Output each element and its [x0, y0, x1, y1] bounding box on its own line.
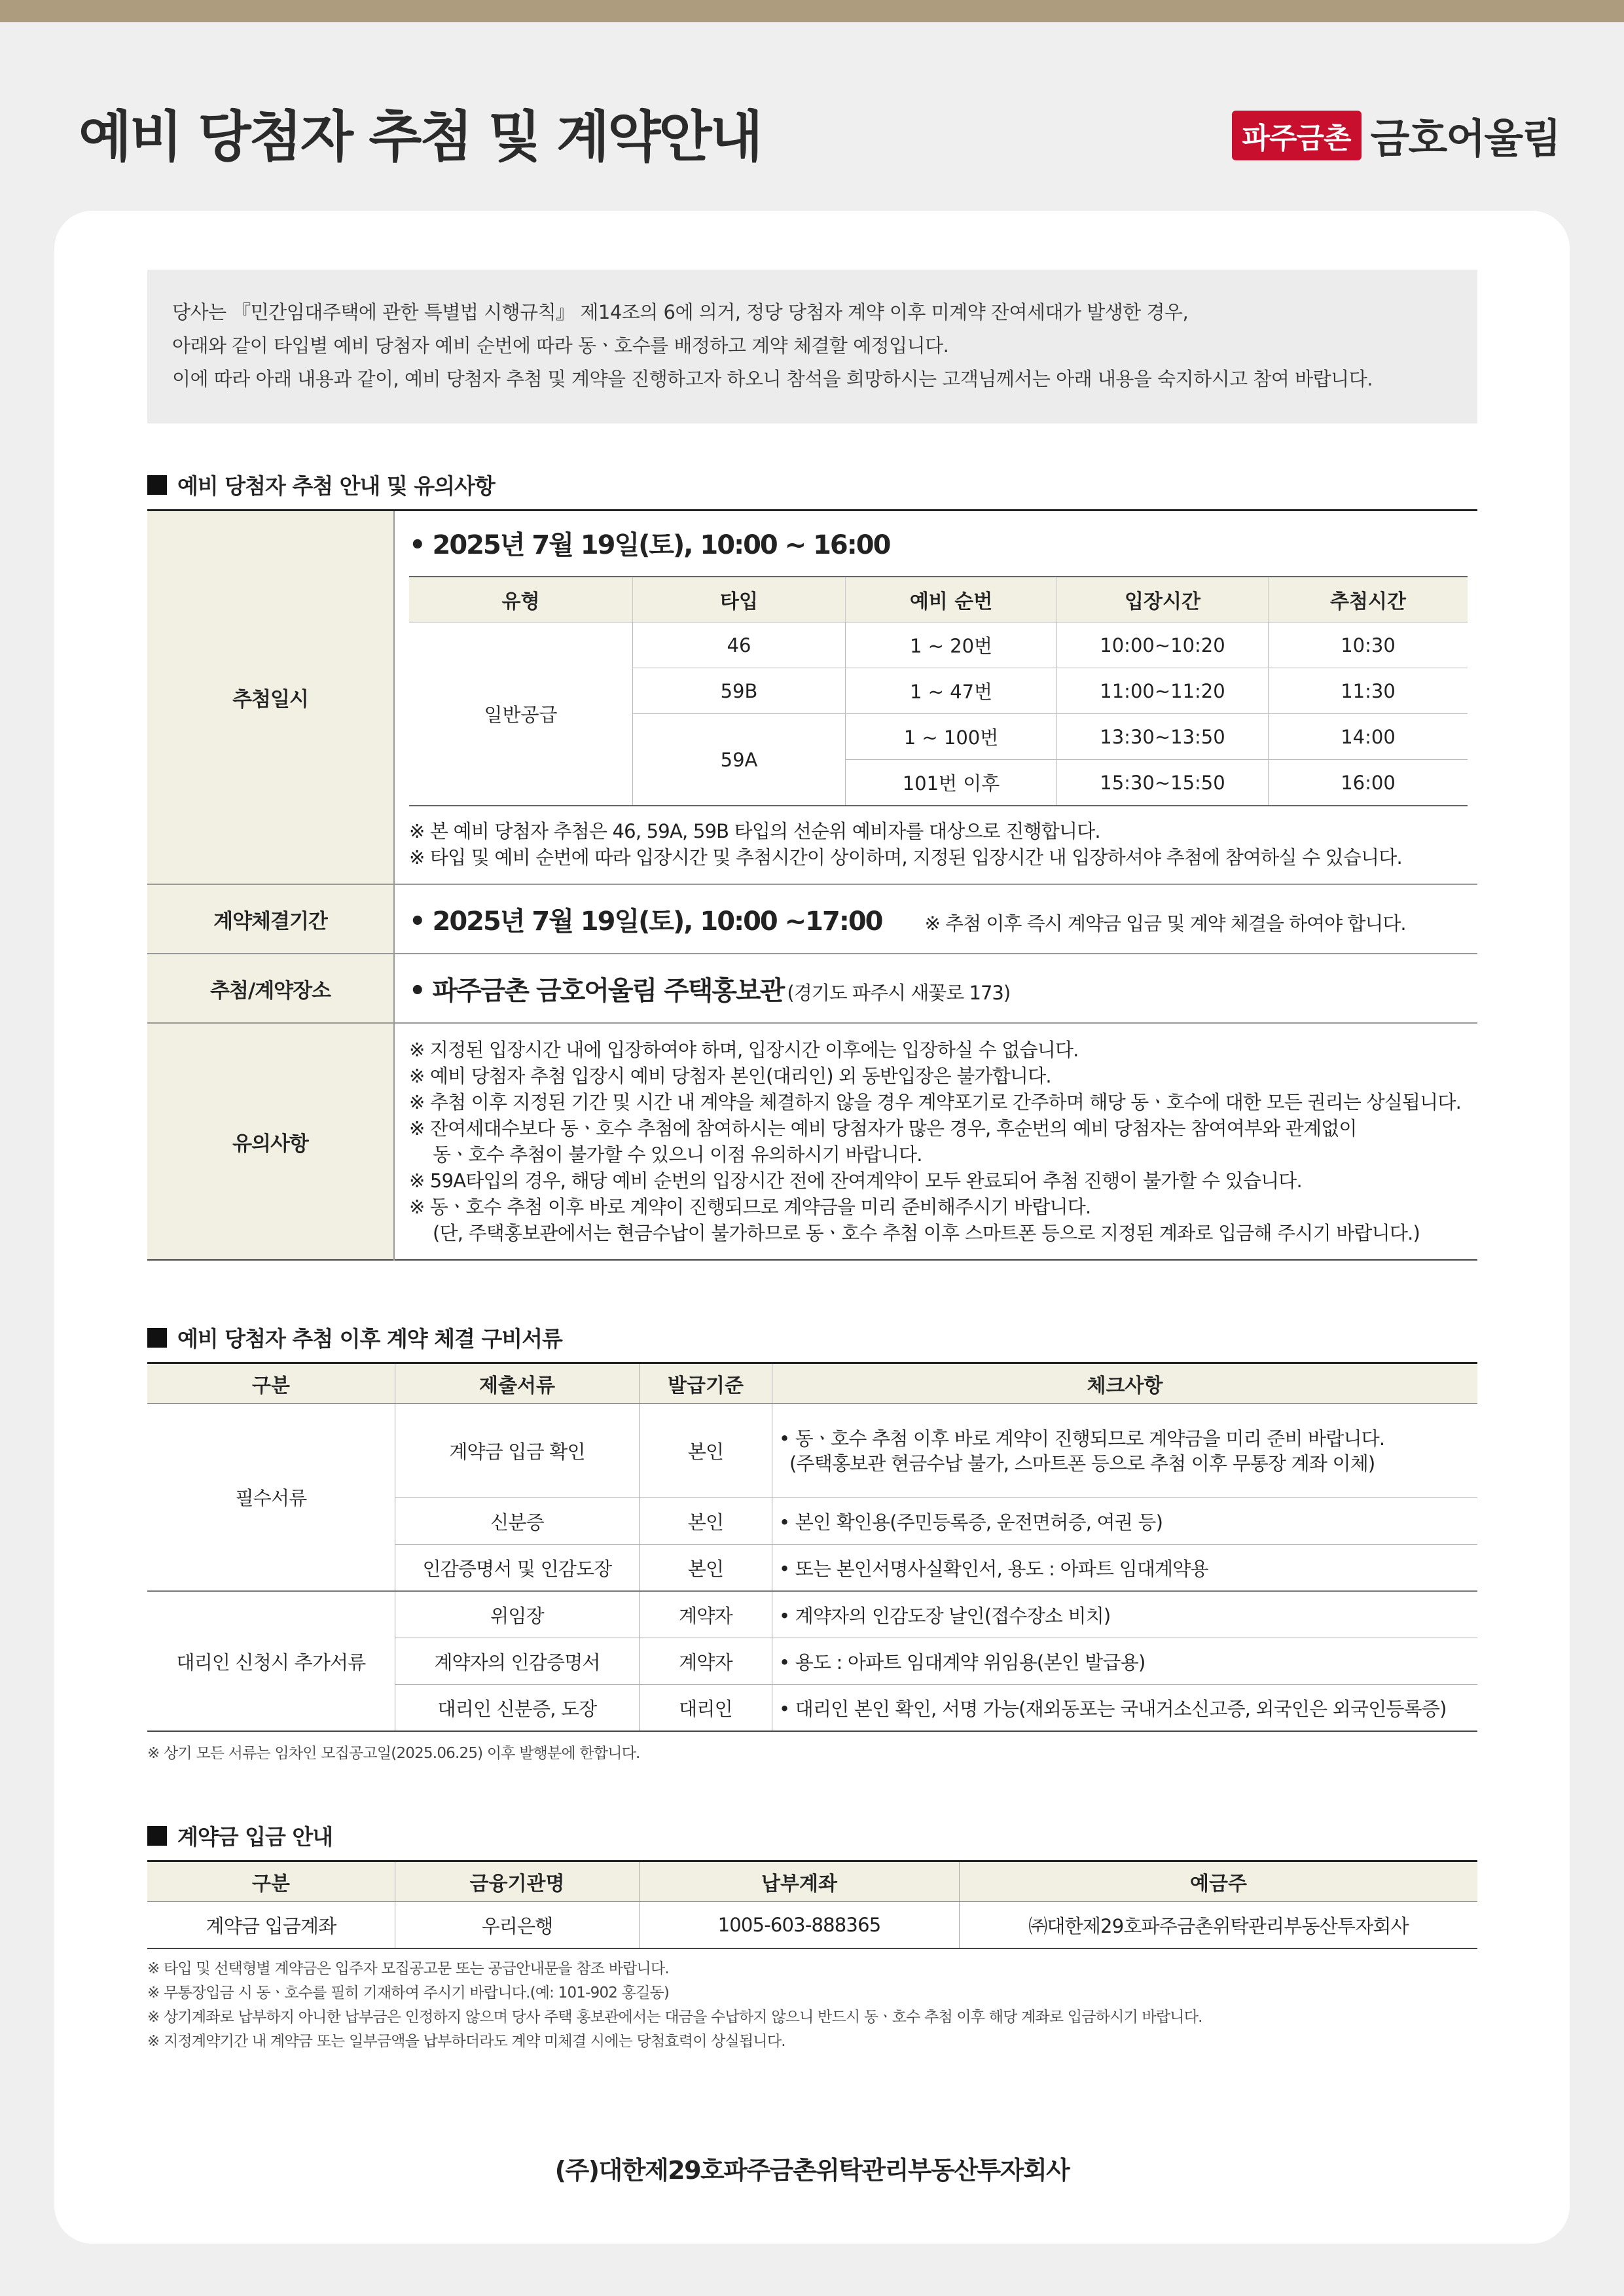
row-label: 추첨일시: [147, 511, 394, 885]
note-line: ※ 상기계좌로 납부하지 아니한 납부금은 인정하지 않으며 당사 주택 홍보관에서는 대금을 수납하지 않으니 반드시 동ㆍ호수 추첨 이후 해당 계좌로 입금하시기 바랍니다.: [147, 2009, 1202, 2026]
note-line: ※ 타입 및 선택형별 계약금은 입주자 모집공고문 또는 공급안내문을 참조 바랍니다.: [147, 1960, 669, 1977]
issuer-cell: 대리인: [640, 1685, 772, 1732]
intro-line: 이에 따라 아래 내용과 같이, 예비 당첨자 추첨 및 계약을 진행하고자 하오니 참석을 희망하시는 고객님께서는 아래 내용을 숙지하시고 참여 바랍니다.: [172, 368, 1373, 390]
draw-time-cell: 14:00: [1269, 714, 1468, 760]
documents-header-row: [147, 1363, 1477, 1404]
draw-date: • 2025년 7월 19일(토), 10:00 ~ 16:00: [409, 530, 890, 560]
col-header: 추첨시간: [1269, 577, 1468, 622]
section-title: [147, 1820, 1477, 1851]
col-header: 체크사항: [772, 1363, 1478, 1404]
caution-line: 동ㆍ호수 추첨이 불가할 수 있으니 이점 유의하시기 바랍니다.: [433, 1143, 922, 1166]
check-cell: • 대리인 본인 확인, 서명 가능(재외동포는 국내거소신고증, 외국인은 외국인등록증): [772, 1685, 1478, 1732]
note-line: ※ 무통장입금 시 동ㆍ호수를 필히 기재하여 주시기 바랍니다.(예: 101-902 홍길동): [147, 1984, 670, 2001]
caution-line: (단, 주택홍보관에서는 현금수납이 불가하므로 동ㆍ호수 추첨 이후 스마트폰 등으로 지정된 계좌로 입금해 주시기 바랍니다.): [433, 1222, 1420, 1244]
supply-type-cell: 일반공급: [409, 622, 633, 806]
col-header: 금융기관명: [395, 1861, 640, 1902]
contract-row: [147, 884, 1477, 954]
brand-logo: [1232, 106, 1560, 164]
caution-line: ※ 추첨 이후 지정된 기간 및 시간 내 계약을 체결하지 않을 경우 계약포기로 간주하며 해당 동ㆍ호수에 대한 모든 권리는 상실됩니다.: [409, 1091, 1461, 1113]
section-deposit: [147, 1820, 1477, 2054]
order-cell: 1 ~ 100번: [846, 714, 1057, 760]
issuer-cell: 계약자: [640, 1591, 772, 1638]
table-row: [147, 1591, 1477, 1638]
draw-row: [147, 511, 1477, 885]
contract-cell: [394, 884, 1477, 954]
table-row: [409, 622, 1468, 668]
row-label: 계약체결기간: [147, 884, 394, 954]
check-cell: [772, 1404, 1478, 1498]
section-title-text: 계약금 입금 안내: [177, 1824, 333, 1850]
caution-notes: [409, 1037, 1477, 1246]
col-header: 예비 순번: [846, 577, 1057, 622]
col-header: 구분: [147, 1363, 395, 1404]
note-line: ※ 본 예비 당첨자 추첨은 46, 59A, 59B 타입의 선순위 예비자를 대상으로 진행합니다.: [409, 820, 1100, 842]
order-cell: 1 ~ 20번: [846, 622, 1057, 668]
col-header: 예금주: [960, 1861, 1478, 1902]
square-bullet-icon: [147, 1826, 167, 1846]
type-cell: 46: [633, 622, 846, 668]
type-cell: 59A: [633, 714, 846, 806]
order-cell: 1 ~ 47번: [846, 668, 1057, 714]
intro-line: 아래와 같이 타입별 예비 당첨자 예비 순번에 따라 동ㆍ호수를 배정하고 계약 체결할 예정입니다.: [172, 334, 949, 357]
issuer-cell: 본인: [640, 1545, 772, 1592]
caution-line: ※ 지정된 입장시간 내에 입장하여야 하며, 입장시간 이후에는 입장하실 수 없습니다.: [409, 1039, 1079, 1061]
brand-badge: 파주금촌: [1232, 111, 1362, 160]
doc-name-cell: 인감증명서 및 인감도장: [395, 1545, 640, 1592]
issuer-cell: 계약자: [640, 1638, 772, 1685]
group-required: 필수서류: [147, 1404, 395, 1592]
footer-company: (주)대한제29호파주금촌위탁관리부동산투자회사: [554, 2156, 1070, 2185]
documents-table: [147, 1362, 1477, 1732]
check-line: (주택홍보관 현금수납 불가, 스마트폰 등으로 추첨 이후 무통장 계좌 이체): [789, 1452, 1375, 1475]
doc-name-cell: 신분증: [395, 1498, 640, 1545]
top-accent-bar: [0, 0, 1624, 22]
check-cell: • 용도 : 아파트 임대계약 위임용(본인 발급용): [772, 1638, 1478, 1685]
caution-row: [147, 1023, 1477, 1260]
col-header: 유형: [409, 577, 633, 622]
entry-time-cell: 13:30~13:50: [1057, 714, 1269, 760]
section-draw-info: [147, 469, 1477, 1261]
note-line: ※ 타입 및 예비 순번에 따라 입장시간 및 추첨시간이 상이하며, 지정된 입장시간 내 입장하셔야 추첨에 참여하실 수 있습니다.: [409, 846, 1402, 869]
col-header: 납부계좌: [640, 1861, 960, 1902]
col-header: 타입: [633, 577, 846, 622]
content-inner: [147, 270, 1477, 2054]
holder-cell: ㈜대한제29호파주금촌위탁관리부동산투자회사: [960, 1902, 1478, 1949]
place-row: [147, 954, 1477, 1023]
intro-line: 당사는 『민간임대주택에 관한 특별법 시행규칙』 제14조의 6에 의거, 정당 당첨자 계약 이후 미계약 잔여세대가 발생한 경우,: [172, 301, 1189, 323]
section-title: [147, 1322, 1477, 1353]
draw-notes: [409, 818, 1477, 870]
place-name: • 파주금촌 금호어울림 주택홍보관: [409, 975, 784, 1006]
place-cell: [394, 954, 1477, 1023]
caution-line: ※ 59A타입의 경우, 해당 예비 순번의 입장시간 전에 잔여계약이 모두 완료되어 추첨 진행이 불가할 수 있습니다.: [409, 1170, 1302, 1192]
section-title-text: 예비 당첨자 추첨 안내 및 유의사항: [177, 473, 495, 499]
group-agent: 대리인 신청시 추가서류: [176, 1651, 366, 1674]
caution-line: ※ 예비 당첨자 추첨 입장시 예비 당첨자 본인(대리인) 외 동반입장은 불가합니다.: [409, 1065, 1051, 1087]
bank-cell: 우리은행: [395, 1902, 640, 1949]
row-label: 추첨/계약장소: [147, 954, 394, 1023]
check-cell: • 계약자의 인감도장 날인(접수장소 비치): [772, 1591, 1478, 1638]
entry-time-cell: 15:30~15:50: [1057, 760, 1269, 806]
table-row: [147, 1902, 1477, 1949]
table-row: [147, 1404, 1477, 1498]
place-address: (경기도 파주시 새꽃로 173): [787, 981, 1011, 1004]
documents-note: ※ 상기 모든 서류는 임차인 모집공고일(2025.06.25) 이후 발행분에 한합니다.: [147, 1745, 640, 1762]
order-cell: 101번 이후: [846, 760, 1057, 806]
col-header: 제출서류: [395, 1363, 640, 1404]
draw-time-cell: 10:30: [1269, 622, 1468, 668]
check-line: • 동ㆍ호수 추첨 이후 바로 계약이 진행되므로 계약금을 미리 준비 바랍니다.: [779, 1427, 1385, 1450]
section-title-text: 예비 당첨자 추첨 이후 계약 체결 구비서류: [177, 1326, 562, 1352]
col-header: 구분: [147, 1861, 395, 1902]
type-cell: 59B: [633, 668, 846, 714]
intro-box: [147, 270, 1477, 423]
contract-date: • 2025년 7월 19일(토), 10:00 ~17:00: [409, 906, 882, 937]
note-line: ※ 지정계약기간 내 계약금 또는 일부금액을 납부하더라도 계약 미체결 시에는 당첨효력이 상실됩니다.: [147, 2033, 785, 2050]
square-bullet-icon: [147, 1328, 167, 1348]
caution-cell: [394, 1023, 1477, 1260]
account-cell: 1005-603-888365: [640, 1902, 960, 1949]
draw-time-cell: 16:00: [1269, 760, 1468, 806]
check-cell: • 본인 확인용(주민등록증, 운전면허증, 여권 등): [772, 1498, 1478, 1545]
doc-name-cell: 대리인 신분증, 도장: [395, 1685, 640, 1732]
square-bullet-icon: [147, 475, 167, 495]
entry-time-cell: 11:00~11:20: [1057, 668, 1269, 714]
caution-line: ※ 잔여세대수보다 동ㆍ호수 추첨에 참여하시는 예비 당첨자가 많은 경우, 후순번의 예비 당첨자는 참여여부와 관계없이: [409, 1117, 1357, 1139]
deposit-type-cell: 계약금 입금계좌: [206, 1914, 336, 1937]
doc-name-cell: 계약자의 인감증명서: [395, 1638, 640, 1685]
row-label: 유의사항: [147, 1023, 394, 1260]
draw-info-table: [147, 509, 1477, 1261]
doc-name-cell: 계약금 입금 확인: [395, 1404, 640, 1498]
deposit-notes: [147, 1957, 1477, 2054]
caution-line: ※ 동ㆍ호수 추첨 이후 바로 계약이 진행되므로 계약금을 미리 준비해주시기 바랍니다.: [409, 1196, 1091, 1218]
schedule-table: [409, 576, 1468, 806]
contract-note: ※ 추첨 이후 즉시 계약금 입금 및 계약 체결을 하여야 합니다.: [924, 912, 1406, 935]
section-title: [147, 469, 1477, 500]
section-documents: [147, 1322, 1477, 1763]
deposit-header-row: [147, 1861, 1477, 1902]
page-title: 예비 당첨자 추첨 및 계약안내: [79, 105, 761, 169]
content-card: [54, 211, 1570, 2244]
entry-time-cell: 10:00~10:20: [1057, 622, 1269, 668]
schedule-header-row: [409, 577, 1468, 622]
issuer-cell: 본인: [640, 1498, 772, 1545]
brand-name: 금호어울림: [1370, 115, 1560, 162]
draw-cell: [394, 511, 1477, 885]
issuer-cell: 본인: [640, 1404, 772, 1498]
deposit-table: [147, 1860, 1477, 1949]
col-header: 입장시간: [1057, 577, 1269, 622]
doc-name-cell: 위임장: [395, 1591, 640, 1638]
col-header: 발급기준: [640, 1363, 772, 1404]
check-cell: • 또는 본인서명사실확인서, 용도 : 아파트 임대계약용: [772, 1545, 1478, 1592]
draw-time-cell: 11:30: [1269, 668, 1468, 714]
